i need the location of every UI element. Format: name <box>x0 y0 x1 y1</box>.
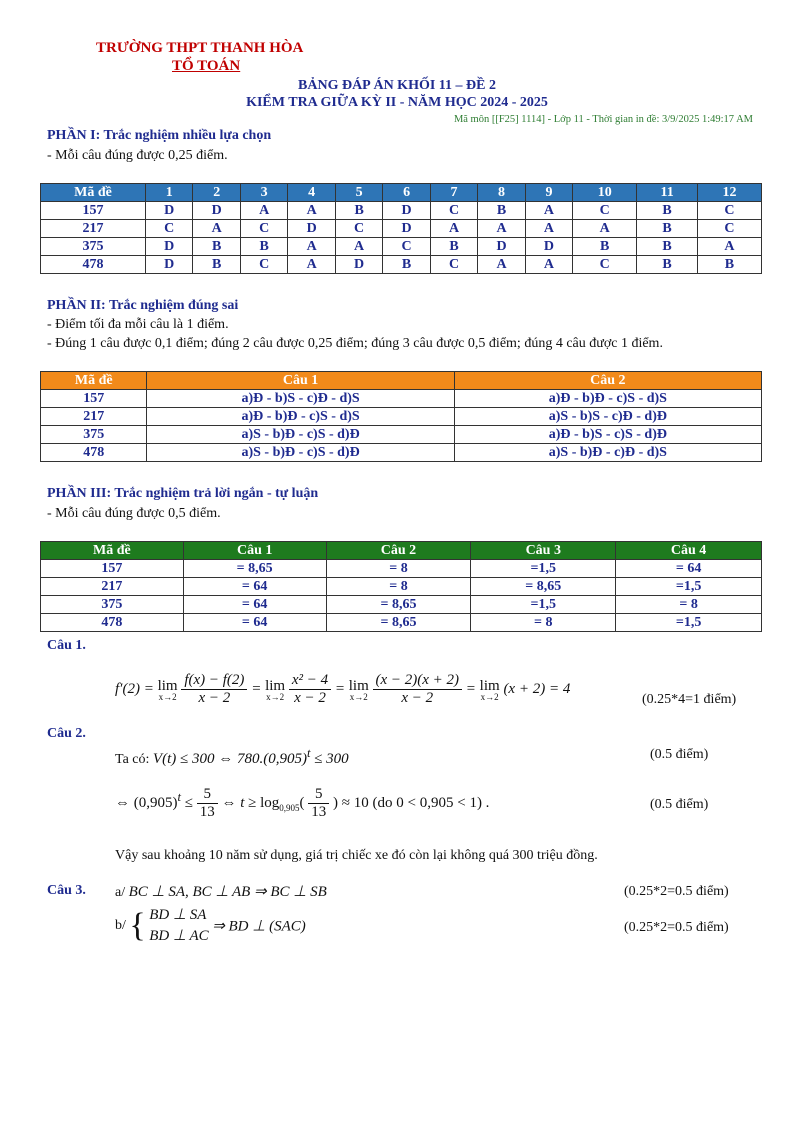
table-cell: C <box>573 256 637 274</box>
table-cell: B <box>193 256 240 274</box>
table-cell: C <box>383 238 430 256</box>
table-header-cell: 2 <box>193 184 240 202</box>
table-header-row <box>41 184 762 202</box>
table-cell: B <box>637 220 698 238</box>
part3-note: - Mỗi câu đúng được 0,5 điểm. <box>47 506 221 521</box>
table-cell: C <box>697 202 761 220</box>
q2-conclusion: Vậy sau khoảng 10 năm sử dụng, giá trị chiếc xe đó còn lại không quá 300 triệu đồng. <box>115 848 598 863</box>
table-header-cell: Mã đề <box>41 542 184 560</box>
q1-label: Câu 1. <box>47 638 86 653</box>
table-cell: D <box>383 202 430 220</box>
table-cell: a)Đ - b)Đ - c)S - d)S <box>147 408 454 426</box>
table-cell: A <box>478 220 525 238</box>
q1-points: (0.25*4=1 điểm) <box>642 692 737 707</box>
table-cell: C <box>430 256 477 274</box>
table-row <box>41 596 762 614</box>
table-cell: C <box>573 202 637 220</box>
table-header-cell: Câu 4 <box>616 542 762 560</box>
table-cell: B <box>637 202 698 220</box>
table-header-cell: 5 <box>335 184 382 202</box>
q3-points-a: (0.25*2=0.5 điểm) <box>624 884 729 899</box>
table-cell: C <box>240 220 287 238</box>
table-cell: B <box>697 256 761 274</box>
table-cell: A <box>288 202 335 220</box>
table-cell: 478 <box>41 614 184 632</box>
table-cell: 217 <box>41 578 184 596</box>
table-cell: = 64 <box>183 596 326 614</box>
table-cell: A <box>525 220 572 238</box>
table-header-cell: 6 <box>383 184 430 202</box>
q3-label: Câu 3. <box>47 883 86 898</box>
part2-title: PHẦN II: Trắc nghiệm đúng sai <box>47 298 239 313</box>
table-header-cell: Câu 2 <box>326 542 471 560</box>
table-cell: C <box>697 220 761 238</box>
table-row <box>41 560 762 578</box>
table-cell: A <box>288 238 335 256</box>
table-cell: A <box>525 256 572 274</box>
table-cell: C <box>240 256 287 274</box>
table-cell: =1,5 <box>616 578 762 596</box>
table-row <box>41 444 762 462</box>
table-cell: B <box>240 238 287 256</box>
table-cell: B <box>193 238 240 256</box>
table-cell: B <box>478 202 525 220</box>
table-cell: B <box>430 238 477 256</box>
table-cell: 157 <box>41 390 147 408</box>
table-cell: D <box>193 202 240 220</box>
table-cell: = 64 <box>616 560 762 578</box>
q3-b-prefix: b/ <box>115 918 126 933</box>
school-name: TRƯỜNG THPT THANH HÒA <box>96 40 304 56</box>
table-cell: A <box>573 220 637 238</box>
table-cell: A <box>430 220 477 238</box>
table-cell: = 8 <box>326 560 471 578</box>
table-cell: a)S - b)Đ - c)S - d)Đ <box>147 426 454 444</box>
doc-subtitle: KIỂM TRA GIỮA KỲ II - NĂM HỌC 2024 - 2025 <box>246 95 548 110</box>
table-header-cell: 8 <box>478 184 525 202</box>
table-cell: 375 <box>41 238 146 256</box>
table-cell: 157 <box>41 560 184 578</box>
table-header-row <box>41 542 762 560</box>
q3-part-b: b/ { BD ⊥ SA BD ⊥ AC ⇒ BD ⊥ (SAC) <box>115 907 306 944</box>
part1-title: PHẦN I: Trắc nghiệm nhiều lựa chọn <box>47 128 272 143</box>
table-cell: D <box>383 220 430 238</box>
table-cell: = 8 <box>616 596 762 614</box>
doc-meta: Mã môn [[F25] 1114] - Lớp 11 - Thời gian in đề: 3/9/2025 1:49:17 AM <box>453 114 753 125</box>
table-row <box>41 408 762 426</box>
table-cell: A <box>288 256 335 274</box>
table-cell: A <box>193 220 240 238</box>
table-cell: =1,5 <box>471 560 616 578</box>
table-cell: a)Đ - b)S - c)S - d)Đ <box>454 426 761 444</box>
table-cell: B <box>637 256 698 274</box>
table-cell: D <box>146 202 193 220</box>
table-cell: C <box>335 220 382 238</box>
part1-note: - Mỗi câu đúng được 0,25 điểm. <box>47 148 228 163</box>
q3-part-a: a/ BC ⊥ SA, BC ⊥ AB ⇒ BC ⊥ SB <box>115 884 327 900</box>
q2-points-1: (0.5 điểm) <box>650 747 709 762</box>
table-header-cell: Câu 1 <box>147 372 454 390</box>
table-header-cell: 10 <box>573 184 637 202</box>
table-cell: A <box>697 238 761 256</box>
table-cell: a)S - b)S - c)Đ - d)Đ <box>454 408 761 426</box>
q3-a-prefix: a/ <box>115 885 126 900</box>
table-cell: B <box>335 202 382 220</box>
table-header-cell: 4 <box>288 184 335 202</box>
q2-label: Câu 2. <box>47 726 86 741</box>
table-cell: 217 <box>41 220 146 238</box>
table-cell: = 8,65 <box>326 596 471 614</box>
table-header-cell: 1 <box>146 184 193 202</box>
table-row <box>41 426 762 444</box>
table-cell: 375 <box>41 426 147 444</box>
table-cell: D <box>146 256 193 274</box>
table-row <box>41 614 762 632</box>
table-cell: 157 <box>41 202 146 220</box>
q1-formula: f′(2) = lim x→2 $\frac{f(x) - f(2)}{x - 2}$ = lim x→2 $\frac{\text{x² − 4}}{x - 2}$ = lim x→2 $\frac{(x - 2)(x + 2)}{x - 2}$ = lim x→2 (x + 2) = 4 <box>115 672 571 706</box>
table-cell: =1,5 <box>471 596 616 614</box>
table-cell: D <box>478 238 525 256</box>
part1-answer-table <box>40 183 762 274</box>
table-header-cell: 9 <box>525 184 572 202</box>
table-header-cell: 12 <box>697 184 761 202</box>
doc-title: BẢNG ĐÁP ÁN KHỐI 11 – ĐỀ 2 <box>298 78 496 93</box>
table-cell: A <box>525 202 572 220</box>
table-cell: 478 <box>41 444 147 462</box>
table-cell: = 64 <box>183 614 326 632</box>
part2-answer-table <box>40 371 762 462</box>
table-cell: 375 <box>41 596 184 614</box>
table-cell: a)Đ - b)Đ - c)S - d)S <box>454 390 761 408</box>
table-cell: a)S - b)Đ - c)S - d)Đ <box>147 444 454 462</box>
table-cell: =1,5 <box>616 614 762 632</box>
table-cell: = 8 <box>471 614 616 632</box>
table-cell: = 8,65 <box>183 560 326 578</box>
table-header-cell: Câu 2 <box>454 372 761 390</box>
part2-note-1: - Điểm tối đa mỗi câu là 1 điểm. <box>47 317 229 332</box>
table-header-cell: 3 <box>240 184 287 202</box>
q2-line2: ⇔ $(0,905)^t$ ≤ $\frac{5}{13}$ ⇔ $t \ge \log_{0,905}$( $\frac{5}{13}$ ) ≈ 10 (do 0 < 0,905 < 1) . <box>115 786 490 820</box>
table-header-cell: 11 <box>637 184 698 202</box>
table-header-cell: Câu 1 <box>183 542 326 560</box>
table-row <box>41 390 762 408</box>
table-header-cell: 7 <box>430 184 477 202</box>
table-cell: = 8,65 <box>326 614 471 632</box>
table-cell: 217 <box>41 408 147 426</box>
table-cell: a)S - b)Đ - c)Đ - d)S <box>454 444 761 462</box>
table-header-row <box>41 372 762 390</box>
part3-title: PHẦN III: Trắc nghiệm trả lời ngắn - tự luận <box>47 486 319 501</box>
table-cell: A <box>478 256 525 274</box>
table-row <box>41 238 762 256</box>
table-cell: C <box>146 220 193 238</box>
table-cell: 478 <box>41 256 146 274</box>
table-cell: D <box>525 238 572 256</box>
table-cell: D <box>288 220 335 238</box>
part2-note-2: - Đúng 1 câu được 0,1 điểm; đúng 2 câu được 0,25 điểm; đúng 3 câu được 0,5 điểm; đúng 4 câu được 1 điểm. <box>47 336 663 351</box>
table-cell: C <box>430 202 477 220</box>
table-row <box>41 578 762 596</box>
table-cell: A <box>240 202 287 220</box>
department-name: TỔ TOÁN <box>172 58 241 74</box>
table-cell: = 8 <box>326 578 471 596</box>
table-cell: D <box>335 256 382 274</box>
table-cell: D <box>146 238 193 256</box>
table-header-cell: Mã đề <box>41 184 146 202</box>
q2-points-2: (0.5 điểm) <box>650 797 709 812</box>
table-row <box>41 202 762 220</box>
table-cell: A <box>335 238 382 256</box>
table-header-cell: Mã đề <box>41 372 147 390</box>
table-row <box>41 220 762 238</box>
table-cell: = 64 <box>183 578 326 596</box>
q2-line1-prefix: Ta có: <box>115 752 150 767</box>
part3-answer-table <box>40 541 762 632</box>
table-header-cell: Câu 3 <box>471 542 616 560</box>
q2-line1: Ta có: V(t) ≤ 300 ⇔ $780.(0,905)^t \le 300$ <box>115 746 349 767</box>
table-cell: = 8,65 <box>471 578 616 596</box>
table-cell: B <box>383 256 430 274</box>
q3-points-b: (0.25*2=0.5 điểm) <box>624 920 729 935</box>
table-row <box>41 256 762 274</box>
table-cell: a)Đ - b)S - c)Đ - d)S <box>147 390 454 408</box>
table-cell: B <box>573 238 637 256</box>
table-cell: B <box>637 238 698 256</box>
